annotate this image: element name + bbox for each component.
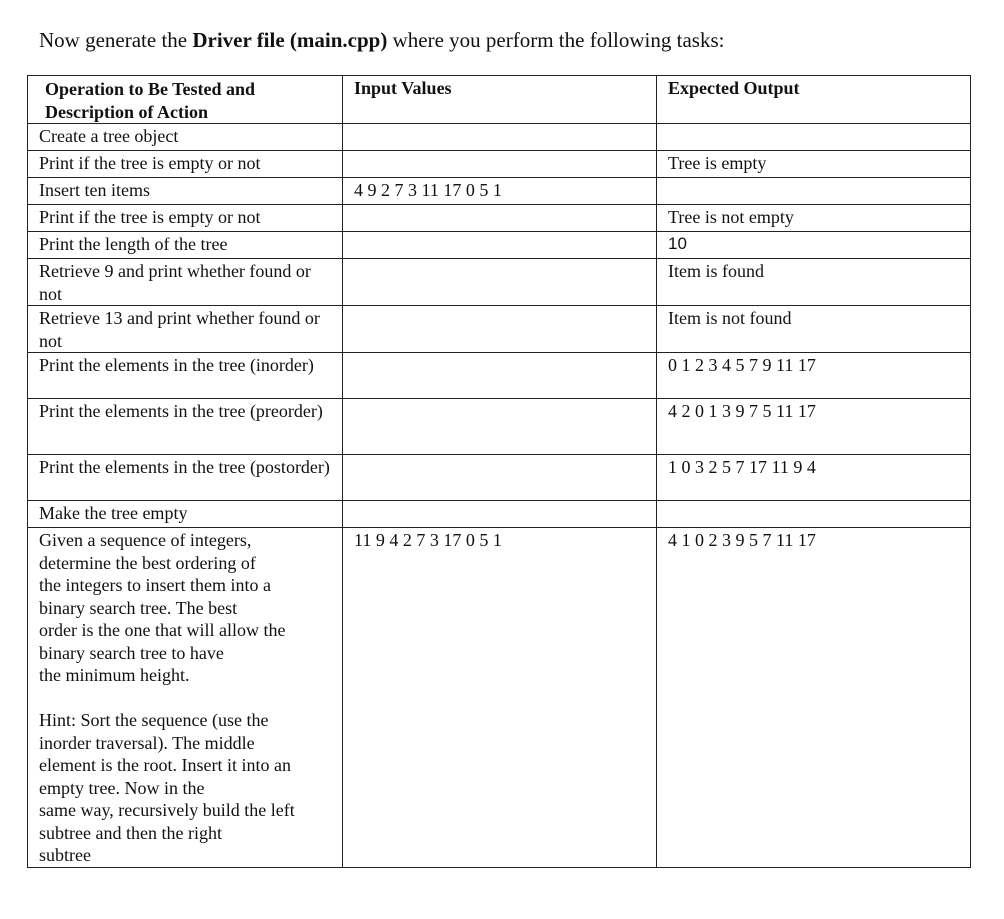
output-cell: 4 2 0 1 3 9 7 5 11 17 <box>657 399 971 455</box>
intro-bold-text: Driver file (main.cpp) <box>192 28 388 52</box>
table-row <box>28 306 971 353</box>
header-operation: Operation to Be Tested and Description of Action <box>28 76 343 124</box>
input-cell: 4 9 2 7 3 11 17 0 5 1 <box>343 178 657 205</box>
operation-cell: Insert ten items <box>28 178 343 205</box>
table-row <box>28 178 971 205</box>
operation-cell: Print the length of the tree <box>28 232 343 259</box>
table-row <box>28 455 971 501</box>
table-row <box>28 151 971 178</box>
input-cell <box>343 205 657 232</box>
operation-cell: Create a tree object <box>28 124 343 151</box>
intro-sentence <box>39 26 724 54</box>
input-cell <box>343 124 657 151</box>
operation-cell: Print if the tree is empty or not <box>28 151 343 178</box>
output-cell <box>657 178 971 205</box>
output-cell: 0 1 2 3 4 5 7 9 11 17 <box>657 353 971 399</box>
operation-cell: Print the elements in the tree (inorder) <box>28 353 343 399</box>
operation-cell: Print the elements in the tree (preorder) <box>28 399 343 455</box>
intro-text: Now generate the <box>39 28 193 52</box>
operation-cell: Retrieve 13 and print whether found or not <box>28 306 343 353</box>
input-cell <box>343 232 657 259</box>
table-row <box>28 259 971 306</box>
table-header-row <box>28 76 971 124</box>
input-cell <box>343 399 657 455</box>
input-cell <box>343 501 657 528</box>
test-operations-table <box>27 75 971 868</box>
table-row <box>28 353 971 399</box>
operation-cell: Given a sequence of integers, determine the best ordering of the integers to insert them into a binary search tree. The best order is the one that will allow the binary search tree to have the minimum height. Hint: Sort the sequence (use the inorder traversal). The middle element is the root. Insert it into an empty tree. Now in the same way, recursively build the left subtree and then the right subtree <box>28 528 343 868</box>
table-row <box>28 205 971 232</box>
output-cell <box>657 501 971 528</box>
input-cell <box>343 151 657 178</box>
header-input: Input Values <box>343 76 657 124</box>
input-cell <box>343 455 657 501</box>
output-cell: Tree is not empty <box>657 205 971 232</box>
input-cell <box>343 306 657 353</box>
table-row <box>28 232 971 259</box>
table-row <box>28 528 971 868</box>
output-cell: Item is not found <box>657 306 971 353</box>
table-row <box>28 399 971 455</box>
output-cell: Item is found <box>657 259 971 306</box>
operation-cell: Make the tree empty <box>28 501 343 528</box>
output-cell: 10 <box>657 232 971 259</box>
output-cell: Tree is empty <box>657 151 971 178</box>
operation-cell: Print the elements in the tree (postorder) <box>28 455 343 501</box>
input-cell: 11 9 4 2 7 3 17 0 5 1 <box>343 528 657 868</box>
input-cell <box>343 259 657 306</box>
intro-text-end: where you perform the following tasks: <box>387 28 725 52</box>
operation-cell: Print if the tree is empty or not <box>28 205 343 232</box>
table-row <box>28 124 971 151</box>
table-row <box>28 501 971 528</box>
operation-cell: Retrieve 9 and print whether found or not <box>28 259 343 306</box>
output-cell <box>657 124 971 151</box>
header-output: Expected Output <box>657 76 971 124</box>
input-cell <box>343 353 657 399</box>
output-cell: 4 1 0 2 3 9 5 7 11 17 <box>657 528 971 868</box>
output-cell: 1 0 3 2 5 7 17 11 9 4 <box>657 455 971 501</box>
